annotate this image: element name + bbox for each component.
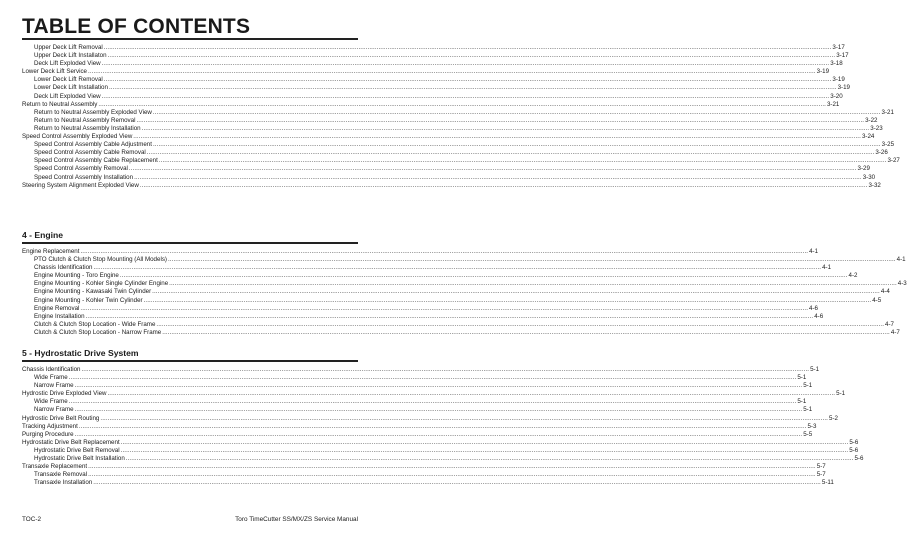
toc-entry-page: 3-19 [837, 84, 850, 92]
toc-entry-title: Speed Control Assembly Exploded View [22, 133, 133, 141]
toc-entry-title: Upper Deck Lift Removal [34, 44, 103, 51]
dot-leader: ................................................................................................................................................................................................................................................................................................................................................................................................................ [107, 52, 836, 60]
toc-entry[interactable] [22, 471, 826, 479]
toc-entry[interactable] [22, 149, 888, 157]
toc-entry-title: Speed Control Assembly Removal [34, 165, 128, 173]
dot-leader: ................................................................................................................................................................................................................................................................................................................................................................................................................ [98, 100, 826, 108]
toc-entry-title: Tracking Adjustment [22, 422, 78, 430]
toc-entry-title: Wide Frame [34, 398, 68, 406]
toc-entry-page: 5-11 [821, 479, 834, 487]
toc-entry[interactable] [22, 406, 813, 414]
dot-leader: ................................................................................................................................................................................................................................................................................................................................................................................................................ [74, 406, 803, 414]
toc-entry-title: Lower Deck Lift Service [22, 68, 87, 76]
dot-leader: ................................................................................................................................................................................................................................................................................................................................................................................................................ [68, 398, 797, 406]
toc-entry[interactable] [22, 44, 845, 52]
toc-entry-page: 4-4 [880, 288, 890, 296]
toc-entry-page: 4-1 [822, 264, 832, 272]
dot-leader: ................................................................................................................................................................................................................................................................................................................................................................................................................ [74, 382, 803, 390]
toc-entry-page: 3-18 [830, 60, 843, 68]
dot-leader: ................................................................................................................................................................................................................................................................................................................................................................................................................ [101, 60, 830, 68]
toc-entry[interactable] [22, 133, 875, 141]
dot-leader: ................................................................................................................................................................................................................................................................................................................................................................................................................ [88, 463, 816, 471]
toc-entry-page: 4-6 [809, 304, 818, 312]
dot-leader: ................................................................................................................................................................................................................................................................................................................................................................................................................ [103, 76, 832, 84]
dot-leader: ................................................................................................................................................................................................................................................................................................................................................................................................................ [81, 366, 810, 373]
toc-list-continued [22, 44, 900, 190]
dot-leader: ................................................................................................................................................................................................................................................................................................................................................................................................................ [119, 272, 848, 280]
toc-entry-title: Transaxle Replacement [22, 463, 88, 471]
toc-entry-title: Engine Replacement [22, 248, 80, 255]
dot-leader: ................................................................................................................................................................................................................................................................................................................................................................................................................ [101, 92, 830, 100]
toc-entry[interactable] [22, 414, 838, 423]
toc-entry[interactable] [22, 374, 807, 382]
toc-entry[interactable] [22, 272, 858, 280]
toc-entry[interactable] [22, 398, 807, 406]
toc-entry[interactable] [22, 463, 826, 471]
toc-entry-page: 3-24 [861, 133, 875, 141]
dot-leader: ................................................................................................................................................................................................................................................................................................................................................................................................................ [143, 296, 872, 304]
toc-entry-title: Hydrostatic Drive Belt Replacement [22, 438, 120, 446]
toc-entry-page: 3-20 [830, 92, 843, 100]
toc-entry-page: 3-21 [826, 100, 840, 108]
title-rule [22, 38, 358, 40]
toc-entry[interactable] [22, 173, 876, 182]
toc-entry-title: Hydrostic Drive Exploded View [22, 390, 107, 398]
toc-entry-page: 5-7 [816, 471, 826, 479]
toc-entry-title: Speed Control Assembly Cable Replacement [34, 157, 158, 165]
toc-entry[interactable] [22, 52, 849, 60]
dot-leader: ................................................................................................................................................................................................................................................................................................................................................................................................................ [103, 44, 832, 51]
toc-entry-title: Transaxle Removal [34, 471, 88, 479]
toc-entry-title: Transaxle Installation [34, 479, 93, 487]
dot-leader: ................................................................................................................................................................................................................................................................................................................................................................................................................ [107, 390, 836, 398]
toc-entry[interactable] [22, 92, 843, 101]
toc-entry-page: 5-1 [797, 398, 807, 406]
dot-leader: ................................................................................................................................................................................................................................................................................................................................................................................................................ [139, 181, 868, 189]
toc-entry-title: Return to Neutral Assembly [22, 100, 98, 108]
toc-entry-title: Speed Control Assembly Installation [34, 173, 134, 181]
toc-entry[interactable] [22, 422, 817, 431]
section-rule-hydrostatic [22, 360, 358, 362]
toc-entry-page: 3-27 [887, 157, 900, 165]
dot-leader: ................................................................................................................................................................................................................................................................................................................................................................................................................ [152, 141, 881, 149]
toc-entry-title: Clutch & Clutch Stop Location - Narrow Frame [34, 328, 162, 336]
toc-entry-page: 3-25 [881, 141, 895, 149]
toc-entry[interactable] [22, 141, 895, 149]
dot-leader: ................................................................................................................................................................................................................................................................................................................................................................................................................ [128, 165, 857, 173]
toc-entry-page: 5-6 [849, 438, 859, 446]
dot-leader: ................................................................................................................................................................................................................................................................................................................................................................................................................ [167, 256, 896, 264]
dot-leader: ................................................................................................................................................................................................................................................................................................................................................................................................................ [133, 133, 861, 141]
toc-entry-title: Steering System Alignment Exploded View [22, 181, 139, 189]
toc-entry-page: 5-5 [803, 430, 813, 438]
toc-entry-title: Engine Mounting - Kohler Single Cylinder Engine [34, 280, 169, 288]
toc-entry[interactable] [22, 304, 818, 313]
toc-entry-page: 4-1 [896, 256, 906, 264]
toc-entry-title: Narrow Frame [34, 382, 74, 390]
toc-entry[interactable] [22, 181, 881, 190]
footer-manual-title: Toro TimeCutter SS/MX/ZS Service Manual [235, 516, 358, 523]
toc-entry[interactable] [22, 108, 894, 117]
dot-leader: ................................................................................................................................................................................................................................................................................................................................................................................................................ [85, 312, 814, 320]
toc-entry-title: Lower Deck Lift Installation [34, 84, 108, 92]
toc-entry-page: 5-1 [797, 374, 807, 382]
toc-entry-title: Engine Mounting - Toro Engine [34, 272, 119, 280]
toc-entry[interactable] [22, 116, 878, 125]
dot-leader: ................................................................................................................................................................................................................................................................................................................................................................................................................ [120, 446, 849, 454]
toc-entry-page: 5-1 [803, 382, 813, 390]
toc-entry-title: Lower Deck Lift Removal [34, 76, 103, 84]
toc-entry-page: 4-7 [890, 328, 900, 336]
section-rule-engine [22, 242, 358, 244]
dot-leader: ................................................................................................................................................................................................................................................................................................................................................................................................................ [158, 157, 887, 165]
dot-leader: ................................................................................................................................................................................................................................................................................................................................................................................................................ [152, 108, 881, 116]
toc-entry[interactable] [22, 446, 859, 455]
toc-entry-page: 3-19 [832, 76, 845, 84]
toc-entry[interactable] [22, 438, 859, 447]
toc-entry-page: 3-17 [836, 52, 849, 60]
dot-leader: ................................................................................................................................................................................................................................................................................................................................................................................................................ [156, 320, 885, 328]
toc-entry[interactable] [22, 100, 840, 109]
toc-entry[interactable] [22, 60, 843, 68]
dot-leader: ................................................................................................................................................................................................................................................................................................................................................................................................................ [152, 288, 880, 296]
toc-entry-title: Narrow Frame [34, 406, 74, 414]
dot-leader: ................................................................................................................................................................................................................................................................................................................................................................................................................ [68, 374, 797, 382]
toc-entry[interactable] [22, 430, 813, 439]
toc-entry-page: 5-2 [829, 414, 838, 422]
toc-entry-page: 4-6 [814, 312, 824, 320]
section-heading-hydrostatic: 5 - Hydrostatic Drive System [22, 348, 139, 358]
dot-leader: ................................................................................................................................................................................................................................................................................................................................................................................................................ [74, 430, 803, 438]
toc-entry-page: 3-22 [865, 116, 878, 124]
toc-entry-page: 3-26 [875, 149, 888, 157]
toc-list-engine [22, 248, 907, 337]
toc-entry-title: Chassis Identification [22, 366, 81, 373]
toc-entry-page: 3-29 [857, 165, 870, 173]
toc-entry-title: Speed Control Assembly Cable Adjustment [34, 141, 152, 149]
dot-leader: ................................................................................................................................................................................................................................................................................................................................................................................................................ [93, 264, 822, 272]
toc-entry[interactable] [22, 248, 819, 256]
toc-entry[interactable] [22, 455, 864, 463]
toc-entry[interactable] [22, 296, 882, 305]
toc-entry-title: PTO Clutch & Clutch Stop Mounting (All Models) [34, 256, 167, 264]
dot-leader: ................................................................................................................................................................................................................................................................................................................................................................................................................ [78, 422, 807, 430]
toc-entry-page: 4-3 [897, 280, 907, 288]
toc-entry-title: Hydrostatic Drive Belt Removal [34, 446, 120, 454]
toc-entry-title: Return to Neutral Assembly Exploded View [34, 108, 152, 116]
dot-leader: ................................................................................................................................................................................................................................................................................................................................................................................................................ [88, 68, 816, 76]
toc-entry[interactable] [22, 288, 890, 296]
toc-entry[interactable] [22, 320, 894, 329]
toc-entry-title: Chassis Identification [34, 264, 93, 272]
toc-entry-page: 3-21 [881, 108, 894, 116]
dot-leader: ................................................................................................................................................................................................................................................................................................................................................................................................................ [146, 149, 875, 157]
toc-entry[interactable] [22, 76, 845, 84]
toc-entry-title: Engine Installation [34, 312, 85, 320]
toc-entry-title: Deck Lift Exploded View [34, 60, 101, 68]
toc-entry-page: 4-5 [872, 296, 882, 304]
dot-leader: ................................................................................................................................................................................................................................................................................................................................................................................................................ [120, 438, 849, 446]
toc-entry-title: Hydrostatic Drive Belt Installation [34, 455, 125, 463]
toc-entry-page: 5-7 [816, 463, 826, 471]
toc-entry-page: 4-2 [848, 272, 858, 280]
dot-leader: ................................................................................................................................................................................................................................................................................................................................................................................................................ [125, 455, 854, 463]
toc-entry-page: 4-7 [885, 320, 894, 328]
page-title: TABLE OF CONTENTS [22, 15, 251, 38]
dot-leader: ................................................................................................................................................................................................................................................................................................................................................................................................................ [162, 328, 890, 336]
toc-entry[interactable] [22, 390, 846, 398]
toc-entry[interactable] [22, 312, 824, 321]
toc-entry-page: 3-23 [870, 124, 883, 132]
dot-leader: ................................................................................................................................................................................................................................................................................................................................................................................................................ [88, 471, 816, 479]
toc-entry-title: Deck Lift Exploded View [34, 92, 101, 100]
toc-entry[interactable] [22, 256, 906, 264]
toc-entry-title: Wide Frame [34, 374, 68, 382]
dot-leader: ................................................................................................................................................................................................................................................................................................................................................................................................................ [80, 304, 809, 312]
dot-leader: ................................................................................................................................................................................................................................................................................................................................................................................................................ [93, 479, 821, 487]
dot-leader: ................................................................................................................................................................................................................................................................................................................................................................................................................ [134, 173, 862, 181]
dot-leader: ................................................................................................................................................................................................................................................................................................................................................................................................................ [108, 84, 837, 92]
toc-entry[interactable] [22, 157, 900, 165]
toc-entry[interactable] [22, 124, 883, 133]
toc-entry-title: Purging Procedure [22, 430, 74, 438]
dot-leader: ................................................................................................................................................................................................................................................................................................................................................................................................................ [141, 124, 870, 132]
toc-entry-page: 5-6 [849, 446, 859, 454]
toc-entry[interactable] [22, 479, 834, 487]
toc-entry[interactable] [22, 366, 820, 374]
toc-entry-page: 3-17 [832, 44, 845, 51]
toc-entry-page: 4-1 [809, 248, 819, 255]
toc-entry[interactable] [22, 165, 870, 173]
dot-leader: ................................................................................................................................................................................................................................................................................................................................................................................................................ [80, 248, 809, 255]
toc-entry-title: Speed Control Assembly Cable Removal [34, 149, 146, 157]
toc-entry-page: 3-30 [862, 173, 876, 181]
dot-leader: ................................................................................................................................................................................................................................................................................................................................................................................................................ [136, 116, 865, 124]
toc-entry[interactable] [22, 264, 832, 272]
toc-entry-page: 5-1 [810, 366, 820, 373]
toc-entry-title: Engine Mounting - Kohler Twin Cylinder [34, 296, 143, 304]
footer-page-number: TOC-2 [22, 516, 42, 523]
toc-entry-page: 5-6 [854, 455, 864, 463]
toc-entry-title: Return to Neutral Assembly Installation [34, 124, 141, 132]
toc-entry[interactable] [22, 328, 900, 337]
toc-entry[interactable] [22, 280, 907, 288]
toc-entry-title: Clutch & Clutch Stop Location - Wide Frame [34, 320, 156, 328]
toc-entry-page: 5-3 [807, 422, 817, 430]
toc-entry-title: Upper Deck Lift Installaton [34, 52, 107, 60]
toc-entry-title: Engine Removal [34, 304, 80, 312]
toc-entry-page: 5-1 [836, 390, 846, 398]
toc-entry[interactable] [22, 68, 830, 76]
dot-leader: ................................................................................................................................................................................................................................................................................................................................................................................................................ [100, 414, 829, 422]
toc-entry-title: Engine Mounting - Kawasaki Twin Cylinder [34, 288, 152, 296]
toc-entry[interactable] [22, 84, 850, 92]
toc-entry[interactable] [22, 382, 813, 390]
toc-entry-title: Hydrostic Drive Belt Routing [22, 414, 100, 422]
dot-leader: ................................................................................................................................................................................................................................................................................................................................................................................................................ [169, 280, 897, 288]
toc-entry-page: 3-19 [816, 68, 830, 76]
toc-list-hydrostatic [22, 366, 864, 487]
toc-entry-title: Return to Neutral Assembly Removal [34, 116, 136, 124]
section-heading-engine: 4 - Engine [22, 230, 64, 240]
toc-entry-page: 5-1 [803, 406, 813, 414]
toc-entry-page: 3-32 [868, 181, 881, 189]
